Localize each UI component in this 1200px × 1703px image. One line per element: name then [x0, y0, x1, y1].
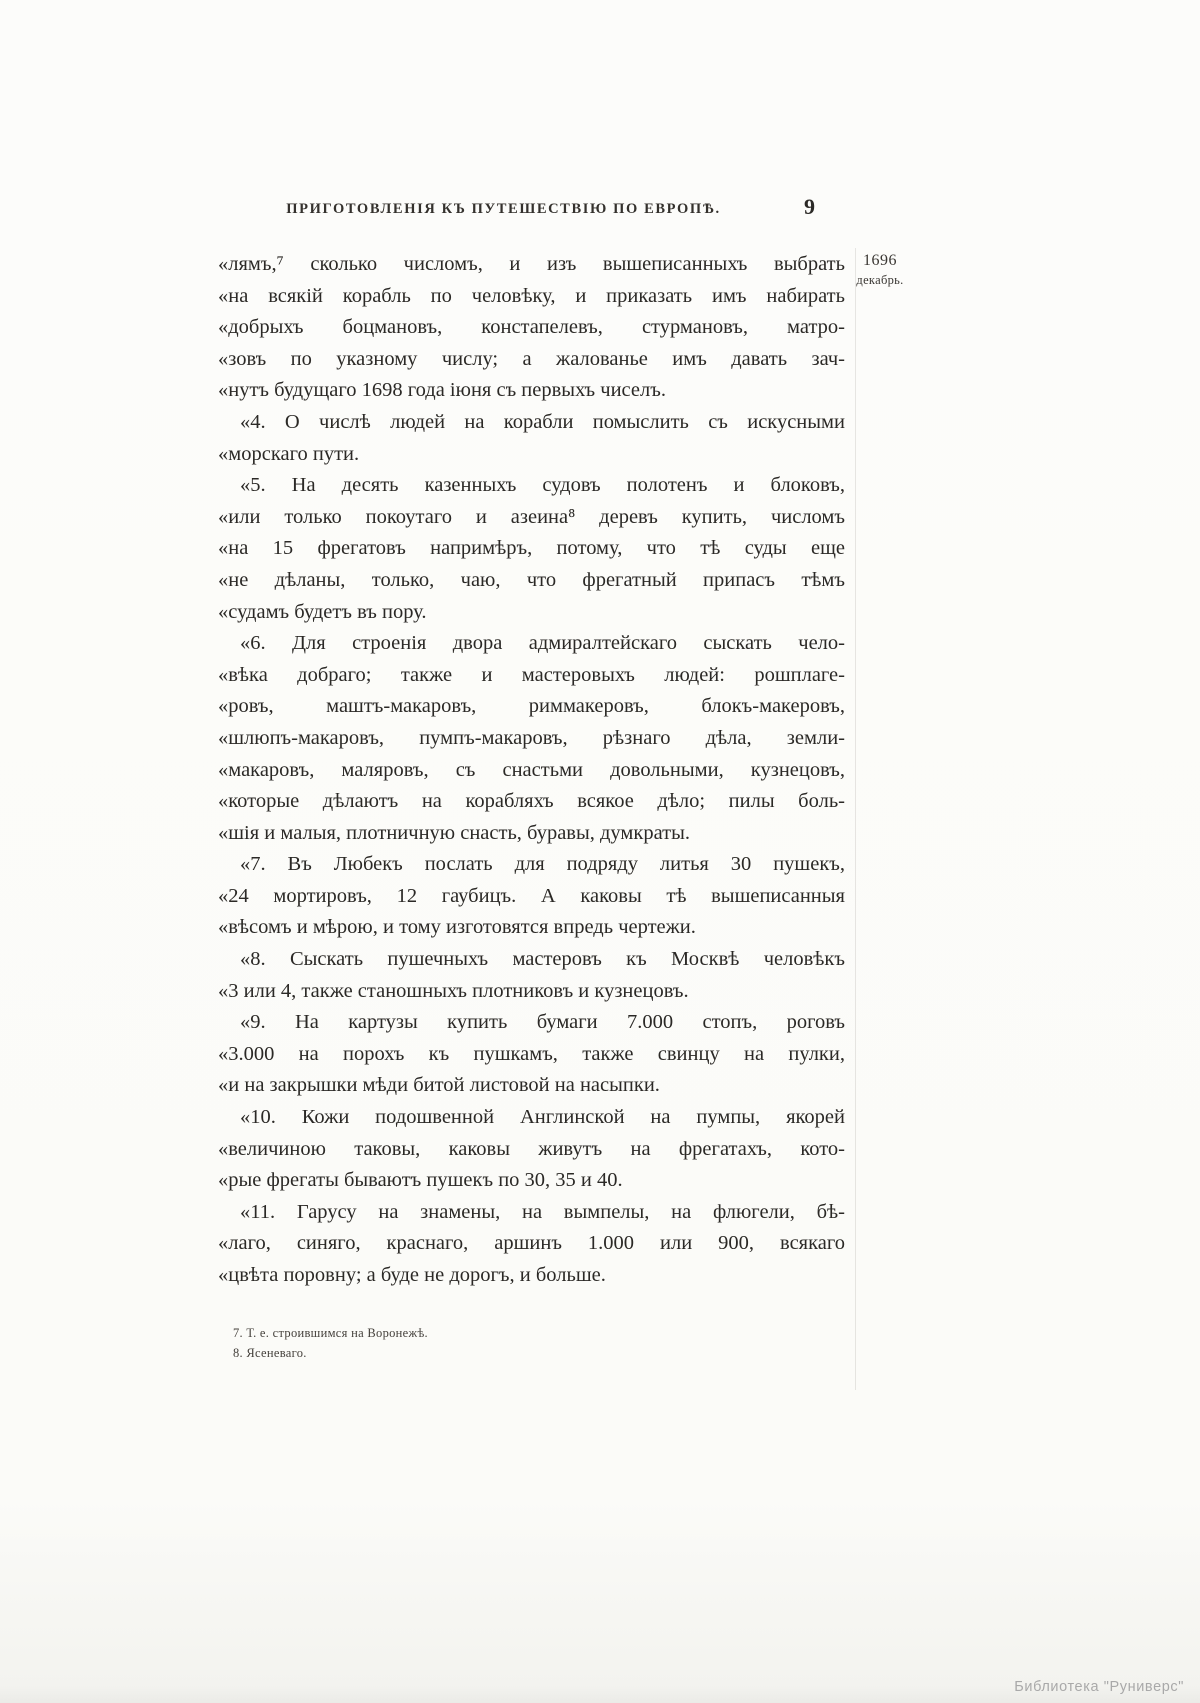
- text-line: «24 мортировъ, 12 гаубицъ. А каковы тѣ вышеписанныя: [218, 884, 845, 907]
- text-line: «лямъ,⁷ сколько числомъ, и изъ вышеписанныхъ выбрать: [218, 253, 845, 275]
- text-line: «лаго, синяго, краснаго, аршинъ 1.000 или 900, всякаго: [218, 1232, 845, 1255]
- margin-note-month: декабрь.: [856, 273, 904, 287]
- text-line: «8. Сыскать пушечныхъ мастеровъ къ Москвѣ человѣкъ: [240, 948, 845, 971]
- text-line: «нутъ будущаго 1698 года іюня съ первыхъ чиселъ.: [218, 379, 666, 402]
- running-title: ПРИГОТОВЛЕНІЯ КЪ ПУТЕШЕСТВІЮ ПО ЕВРОПѢ.: [286, 201, 721, 217]
- text-line: «3 или 4, также станошныхъ плотниковъ и кузнецовъ.: [218, 979, 689, 1002]
- text-line: «3.000 на порохъ къ пушкамъ, также свинцу на пулки,: [218, 1042, 845, 1065]
- text-line: «вѣсомъ и мѣрою, и тому изготовятся впредь чертежи.: [218, 916, 696, 939]
- text-line: «6. Для строенія двора адмиралтейскаго сыскать чело-: [240, 632, 845, 655]
- footnote: 7. Т. е. строившимся на Воронежѣ.: [233, 1326, 428, 1340]
- text-line: «11. Гарусу на знамены, на вымпелы, на флюгели, бѣ-: [240, 1200, 845, 1223]
- library-watermark: Библиотека "Руниверс": [1014, 1679, 1184, 1695]
- text-line: «на 15 фрегатовъ напримѣръ, потому, что тѣ суды еще: [218, 537, 845, 560]
- text-line: «10. Кожи подошвенной Англинской на пумпы, якорей: [240, 1106, 845, 1129]
- text-line: «9. На картузы купить бумаги 7.000 стопъ, роговъ: [240, 1011, 845, 1034]
- text-line: «вѣка добраго; также и мастеровыхъ людей: рошплаге-: [218, 663, 845, 686]
- page-fold-line: [855, 248, 856, 1390]
- footnotes: [233, 1323, 733, 1363]
- paragraph: [218, 470, 845, 628]
- text-line: «7. Въ Любекъ послать для подряду литья 30 пушекъ,: [240, 853, 845, 876]
- text-line: «шлюпъ-макаровъ, пумпъ-макаровъ, рѣзнаго дѣла, земли-: [218, 726, 845, 749]
- text-line: «или только покоутаго и азеина⁸ деревъ купить, числомъ: [218, 505, 845, 528]
- text-line: «цвѣта поровну; а буде не дорогъ, и больше.: [218, 1264, 606, 1286]
- text-line: «морскаго пути.: [218, 442, 360, 465]
- paragraph: [218, 1007, 845, 1102]
- paragraph: [218, 849, 845, 944]
- text-line: «судамъ будетъ въ пору.: [218, 600, 427, 623]
- body-text: [218, 249, 845, 1292]
- text-line: «5. На десять казенныхъ судовъ полотенъ и блоковъ,: [240, 474, 845, 497]
- text-line: «величиною таковы, каковы живутъ на фрегатахъ, кото-: [218, 1137, 845, 1160]
- margin-note-year: 1696: [863, 252, 897, 269]
- paragraph: [218, 944, 845, 1007]
- text-line: «ровъ, маштъ-макаровъ, риммакеровъ, блокъ-макеровъ,: [218, 695, 845, 718]
- text-line: «не дѣланы, только, чаю, что фрегатный припасъ тѣмъ: [218, 568, 845, 591]
- page-header: [218, 194, 845, 226]
- paragraph: [218, 1197, 845, 1292]
- text-line: «4. О числѣ людей на корабли помыслить съ искусными: [240, 410, 845, 433]
- text-line: «и на закрышки мѣди битой листовой на насыпки.: [218, 1074, 660, 1097]
- text-line: «на всякій корабль по человѣку, и приказать имъ набирать: [218, 284, 845, 307]
- paragraph: [218, 407, 845, 470]
- margin-note-date: [848, 252, 912, 288]
- paragraph: [218, 249, 845, 407]
- text-line: «которые дѣлаютъ на корабляхъ всякое дѣло; пилы боль-: [218, 790, 845, 813]
- text-line: «макаровъ, маляровъ, съ снастьми довольными, кузнецовъ,: [218, 758, 845, 781]
- text-line: «добрыхъ боцмановъ, констапелевъ, стурмановъ, матро-: [218, 316, 845, 339]
- text-line: «рые фрегаты бываютъ пушекъ по 30, 35 и 40.: [218, 1169, 623, 1192]
- footnote: 8. Ясеневаго.: [233, 1346, 307, 1360]
- page-number: 9: [804, 194, 815, 219]
- paragraph: [218, 628, 845, 849]
- paragraph: [218, 1102, 845, 1197]
- text-line: «зовъ по указному числу; а жалованье имъ давать зач-: [218, 347, 845, 370]
- text-line: «шія и малыя, плотничную снасть, буравы, думкраты.: [218, 821, 691, 844]
